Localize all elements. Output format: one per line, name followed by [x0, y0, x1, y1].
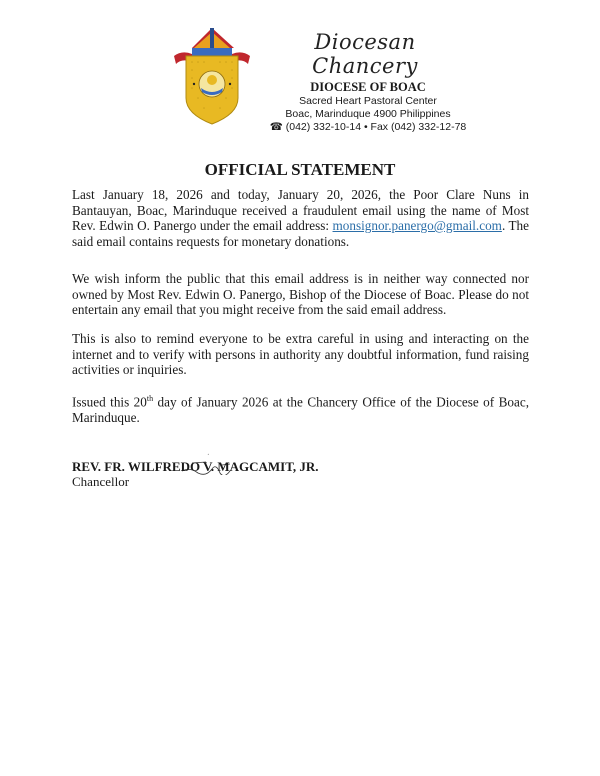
- paragraph-1: [72, 187, 529, 249]
- paragraph-1-end: . The said email contains requests for monetary donations.: [72, 218, 529, 249]
- fraudulent-email-link[interactable]: monsignor.panergo@gmail.com: [332, 218, 502, 233]
- paragraph-1-start: Last January 18, 2026 and today, January 20, 2026, the Poor Clare Nuns in Bantauyan, Boac, Marinduque received a fraudulent email using the name of Most Rev. Edwin O. Panergo under the email address:: [72, 187, 529, 233]
- paragraph-2: We wish inform the public that this email address is in neither way connected nor owned by Most Rev. Edwin O. Panergo, Bishop of the Diocese of Boac. Please do not entertain any email that you might receive from the said email address.: [72, 271, 529, 317]
- letterhead-address-line2: Boac, Marinduque 4900 Philippines: [285, 108, 451, 120]
- paragraph-3: This is also to remind everyone to be extra careful in using and interacting on the internet and to verify with persons in authority any doubtful information, fund raising activities or inquiries.: [72, 331, 529, 377]
- letterhead-contact-line: [268, 121, 468, 134]
- signatory-name: REV. FR. WILFREDO V. MAGCAMIT, JR.: [72, 459, 319, 474]
- letterhead-address-line1: Sacred Heart Pastoral Center: [299, 95, 437, 107]
- diocese-coat-of-arms-logo: [172, 26, 252, 126]
- letterhead-script-title: Diocesan Chancery: [312, 30, 418, 78]
- letterhead-diocese-name: DIOCESE OF BOAC: [310, 80, 426, 94]
- paragraph-4-end: day of January 2026 at the Chancery Office of the Diocese of Boac, Marinduque.: [72, 394, 529, 425]
- letterhead: [268, 30, 468, 134]
- paragraph-4-start: Issued this 20: [72, 394, 147, 410]
- telephone-icon: ☎: [269, 121, 283, 133]
- ordinal-suffix: th: [146, 394, 154, 403]
- statement-title: OFFICIAL STATEMENT: [204, 160, 396, 179]
- letterhead-contact: (042) 332-10-14 • Fax (042) 332-12-78: [285, 121, 467, 133]
- signatory-role: Chancellor: [72, 474, 130, 489]
- paragraph-4: [72, 391, 529, 425]
